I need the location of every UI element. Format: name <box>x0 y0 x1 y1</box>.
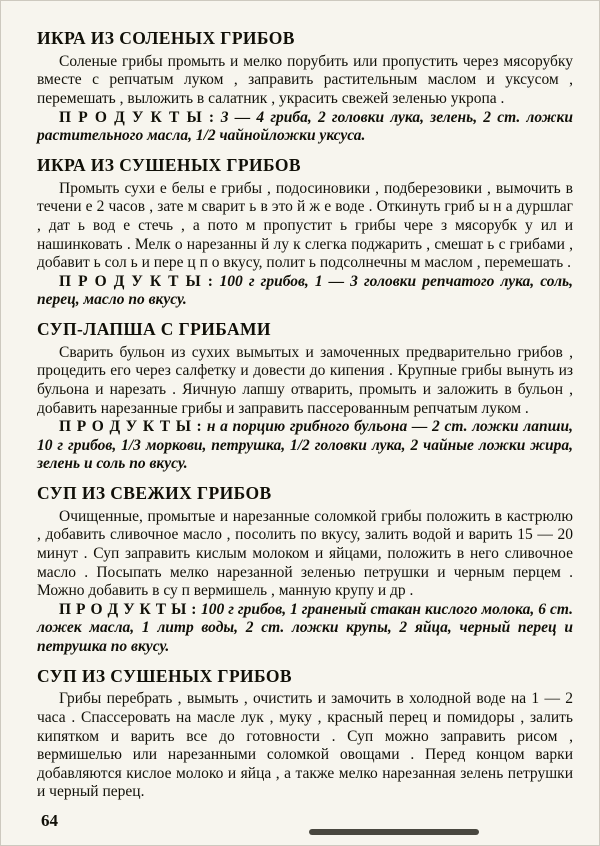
products-line <box>37 273 573 310</box>
recipe-body: Соленые грибы промыть и мелко порубить или пропустить через мясорубку вместе с репчатым луком , заправить растительным маслом и уксусом , перемешать , выложить в салатник , украсить свежей зеленью укропа . <box>37 52 573 108</box>
products-line <box>37 109 573 146</box>
products-text: н а порцию грибного бульона — 2 ст. ложки лапши, 10 г грибов, 1/3 моркови, петрушка, 1/2 головки лука, 2 чайные ложки жира, зелень и соль по вкусу. <box>37 418 574 473</box>
products-label: П Р О Д У К Т Ы : <box>59 272 214 290</box>
products-text: 100 г грибов, 1 — 3 головки репчатого лука, соль, перец, масло по вкусу. <box>37 272 574 309</box>
products-text: 3 — 4 гриба, 2 головки лука, зелень, 2 ст. ложки растительного масла, 1/2 чайнойложки уксуса. <box>37 108 573 145</box>
recipe-section <box>37 155 573 310</box>
recipe-title: СУП-ЛАПША С ГРИБАМИ <box>37 318 271 339</box>
recipe-body: Сварить бульон из сухих вымытых и замоченных предварительно грибов , процедить его через салфетку и довести до кипения . Крупные грибы вынуть из бульона и нарезать . Яичную лапшу отварить, промыть и заложить в бульон , добавить нарезанные грибы и заправить пассерованным репчатым луком . <box>37 343 573 417</box>
recipe-section <box>37 28 573 146</box>
recipe-title: СУП ИЗ СУШЕНЫХ ГРИБОВ <box>37 665 292 686</box>
products-line <box>37 418 573 474</box>
recipe-section <box>37 666 573 802</box>
products-text: 100 г грибов, 1 граненый стакан кислого молока, 6 ст. ложек масла, 1 литр воды, 2 ст. ложки крупы, 2 яйца, черный перец и петрушка по вкусу. <box>37 600 574 655</box>
recipe-section <box>37 483 573 657</box>
products-label: П Р О Д У К Т Ы : <box>59 600 197 618</box>
scan-artifact-smudge <box>309 829 479 835</box>
recipe-title: СУП ИЗ СВЕЖИХ ГРИБОВ <box>37 482 272 503</box>
products-label: П Р О Д У К Т Ы : <box>59 108 215 126</box>
recipe-title: ИКРА ИЗ СУШЕНЫХ ГРИБОВ <box>37 154 301 175</box>
page-number: 64 <box>41 811 58 830</box>
recipe-body: Промыть сухи е белы е грибы , подосиновики , подберезовики , вымочить в течени е 2 часов , зате м сварит ь в это й ж е воде . Откинуть гриб ы н а дуршлаг , дат ь вод е стечь , а пото м пропустит ь грибы чере з мясорубк у ил и нашинковать . Мелк о нарезанны й лу к слегка поджарить , смешат ь с грибами , добавит ь сол ь и пере ц п о вкусу, полит ь подсолнечны м маслом , перемешать . <box>37 179 573 272</box>
recipe-title: ИКРА ИЗ СОЛЕНЫХ ГРИБОВ <box>37 28 295 48</box>
recipe-body: Очищенные, промытые и нарезанные соломкой грибы положить в кастрюлю , добавить сливочное масло , посолить по вкусу, залить водой и варить 15 — 20 минут . Суп заправить кислым молоком и яйцами, положить в него сливочное масло . Посыпать мелко нарезанной зеленью петрушки и черным перцем . Можно добавить в су п вермишель , манную крупу и др . <box>37 507 573 600</box>
products-line <box>37 601 573 657</box>
products-label: П Р О Д У К Т Ы : <box>59 418 203 436</box>
recipe-section <box>37 319 573 474</box>
recipe-body: Грибы перебрать , вымыть , очистить и замочить в холодной воде на 1 — 2 часа . Спассеровать на масле лук , муку , красный перец и помидоры , залить кипятком и варить все до готовности . Суп можно заправить рисом , вермишелью или нарезанными соломкой овощами . Перед концом варки добавляются кислое молоко и яйца , а также мелко нарезанная зелень петрушки и черный перец. <box>37 690 573 801</box>
